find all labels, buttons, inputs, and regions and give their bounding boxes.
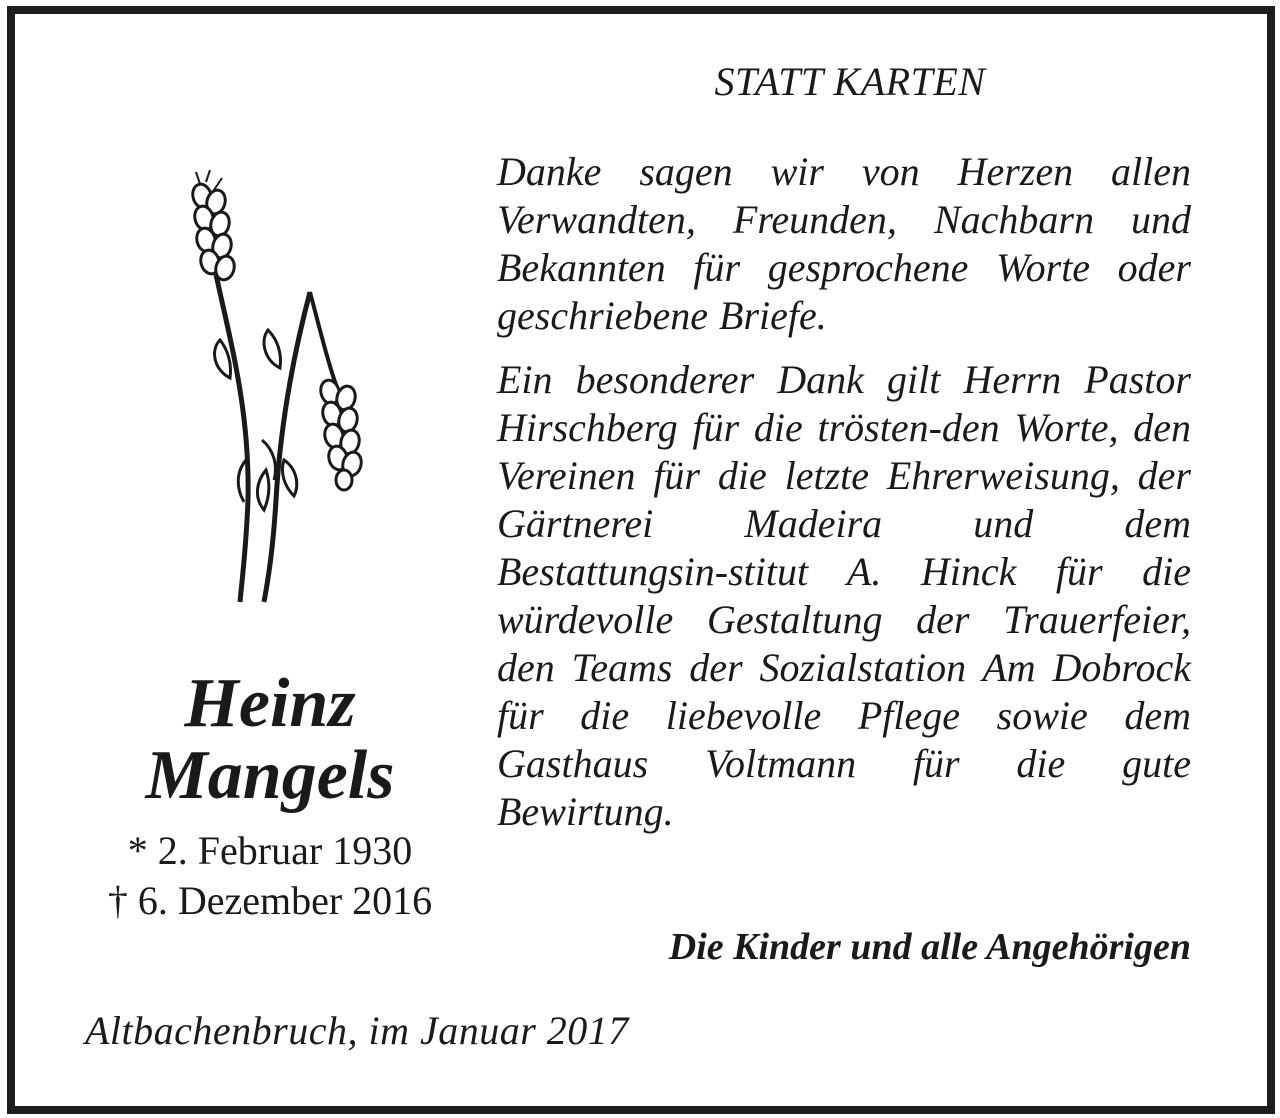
thanks-paragraph-2: Ein besonderer Dank gilt Herrn Pastor Hirschberg für die trösten-den Worte, den Vereinen für die letzte Ehrerweisung, der Gärtnerei Madeira und dem Bestattungsin-stitut A. Hinck für die würdevolle Gestaltung der Trauerfeier, den Teams der Sozialstation Am Dobrock für die liebevolle Pflege sowie dem Gasthaus Voltmann für die gute Bewirtung. [497, 357, 1191, 834]
death-date: † 6. Dezember 2016 [107, 878, 433, 923]
thanks-paragraph-1: Danke sagen wir von Herzen allen Verwandten, Freunden, Nachbarn und Bekannten für gesprochene Worte oder geschriebene Briefe. [497, 149, 1191, 338]
signature: Die Kinder und alle Angehörigen [668, 926, 1191, 968]
wheat-ears-icon [170, 170, 390, 610]
deceased-block [60, 665, 480, 926]
deceased-last-name: Mangels [145, 737, 395, 814]
place-date: Altbachenbruch, im Januar 2017 [85, 1008, 629, 1053]
heading: STATT KARTEN [714, 59, 986, 104]
birth-date: * 2. Februar 1930 [127, 828, 413, 873]
thanks-text [497, 148, 1191, 836]
deceased-first-name: Heinz [184, 665, 356, 742]
